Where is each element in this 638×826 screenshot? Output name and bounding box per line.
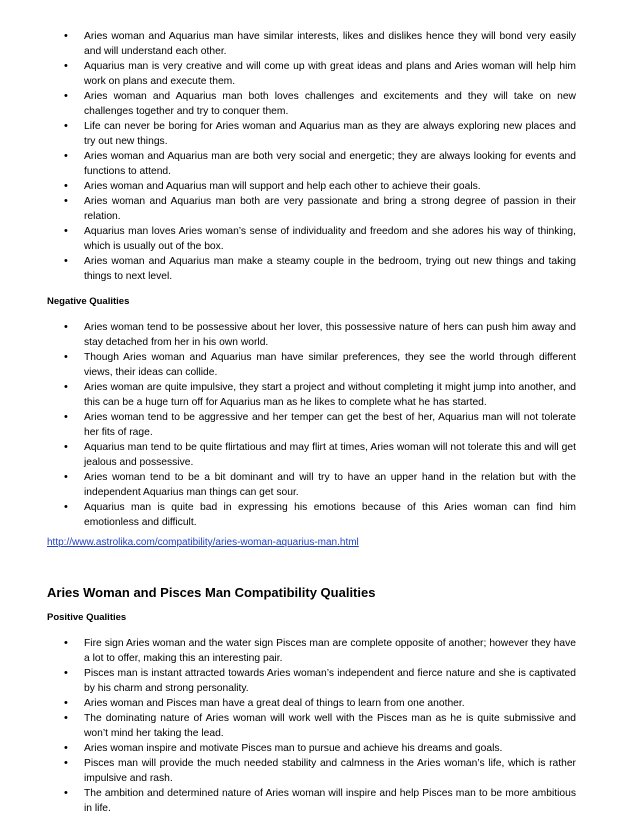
list-item: • Though Aries woman and Aquarius man have similar preferences, they see the world through different views, their ideas can collide. (0, 350, 576, 380)
list-item: • Life can never be boring for Aries woman and Aquarius man as they are always exploring new places and try out new things. (0, 119, 576, 149)
list-item: • Aries woman tend to be a bit dominant and will try to have an upper hand in the relation but with the independent Aquarius man things can get sour. (0, 470, 576, 500)
list-item: • Aries woman and Aquarius man will support and help each other to achieve their goals. (0, 179, 576, 194)
list-item: • The dominating nature of Aries woman will work well with the Pisces man as he is quite submissive and won’t mind her taking the lead. (0, 711, 576, 741)
list-item: • Aries woman and Pisces man have a great deal of things to learn from one another. (0, 696, 576, 711)
list-item: • Pisces man is instant attracted towards Aries woman’s independent and fierce nature and she is captivated by his charm and strong personality. (0, 666, 576, 696)
list-item: • Aries woman and Aquarius man make a steamy couple in the bedroom, trying out new things and taking things to next level. (0, 254, 576, 284)
positive-qualities-heading: Positive Qualities (47, 612, 127, 623)
list-item: • Pisces man will provide the much needed stability and calmness in the Aries woman’s life, which is rather impulsive and rash. (0, 756, 576, 786)
aquarius-negative-list (0, 320, 638, 530)
aquarius-positive-list (0, 29, 638, 284)
list-item: • Aries woman and Aquarius man both are very passionate and bring a strong degree of passion in their relation. (0, 194, 576, 224)
list-item: • Fire sign Aries woman and the water sign Pisces man are complete opposite of another; however they have a lot to offer, making this an interesting pair. (0, 636, 576, 666)
list-item: • Aries woman tend to be aggressive and her temper can get the best of her, Aquarius man will not tolerate her fits of rage. (0, 410, 576, 440)
source-link[interactable]: http://www.astrolika.com/compatibility/aries-woman-aquarius-man.html (47, 537, 359, 548)
section-title: Aries Woman and Pisces Man Compatibility Qualities (47, 585, 376, 600)
list-item: • Aquarius man is very creative and will come up with great ideas and plans and Aries woman will help him work on plans and execute them. (0, 59, 576, 89)
list-item: • Aries woman and Aquarius man are both very social and energetic; they are always looking for events and functions to attend. (0, 149, 576, 179)
list-item: • Aries woman are quite impulsive, they start a project and without completing it might jump into another, and this can be a huge turn off for Aquarius man as he likes to complete what he has started. (0, 380, 576, 410)
list-item: • Aries woman inspire and motivate Pisces man to pursue and achieve his dreams and goals. (0, 741, 576, 756)
list-item: • Aries woman and Aquarius man have similar interests, likes and dislikes hence they will bond very easily and will understand each other. (0, 29, 576, 59)
list-item: • Aries woman and Aquarius man both loves challenges and excitements and they will take on new challenges together and try to conquer them. (0, 89, 576, 119)
list-item: • Aries woman tend to be possessive about her lover, this possessive nature of hers can push him away and stay detached from her in his own world. (0, 320, 576, 350)
list-item: • The ambition and determined nature of Aries woman will inspire and help Pisces man to be more ambitious in life. (0, 786, 576, 816)
list-item: • Aquarius man is quite bad in expressing his emotions because of this Aries woman can find him emotionless and difficult. (0, 500, 576, 530)
pisces-positive-list (0, 636, 638, 816)
negative-qualities-heading: Negative Qualities (47, 296, 130, 307)
list-item: • Aquarius man loves Aries woman’s sense of individuality and freedom and she adores his way of thinking, which is usually out of the box. (0, 224, 576, 254)
list-item: • Aquarius man tend to be quite flirtatious and may flirt at times, Aries woman will not tolerate this and will get jealous and possessive. (0, 440, 576, 470)
